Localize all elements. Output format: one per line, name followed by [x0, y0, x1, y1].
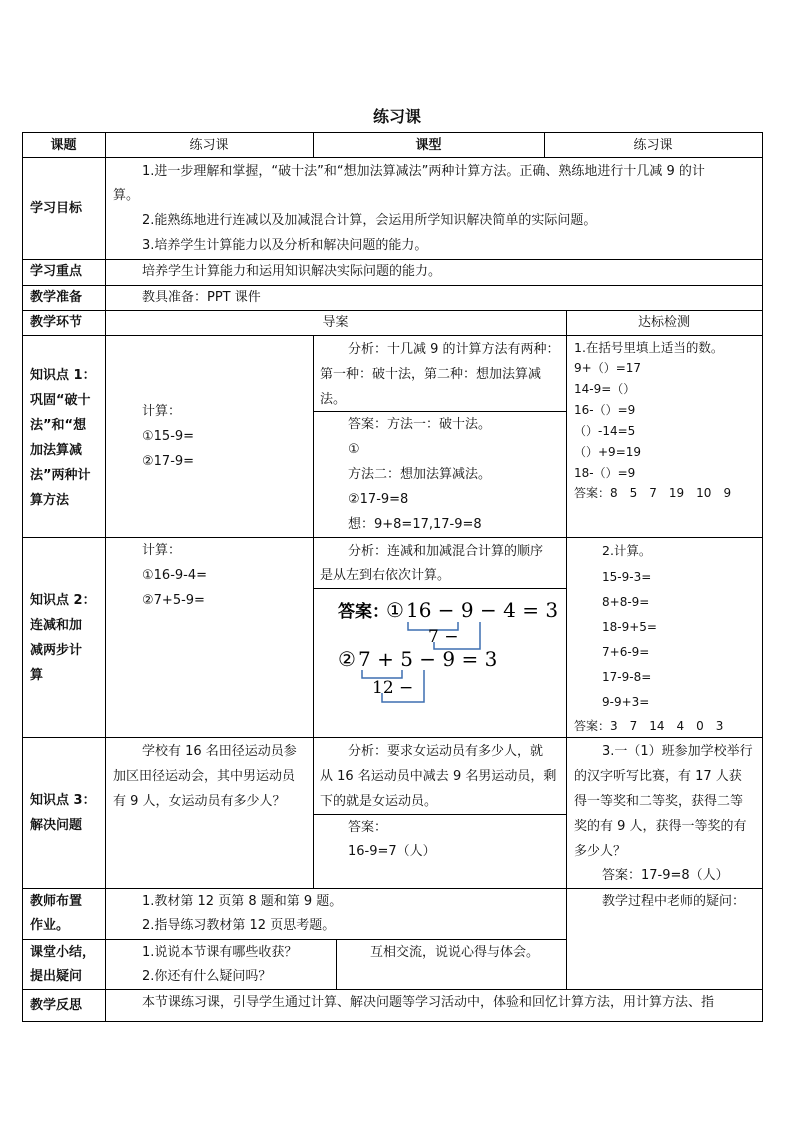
k2-equation-diagram: [330, 592, 560, 708]
k2-answer-label: 答案：: [338, 602, 389, 622]
k2-eq2-number: ②: [338, 647, 356, 671]
k3-problem-2: 加区田径运动会，其中男运动员: [113, 769, 296, 784]
focus-label: 学习重点: [30, 264, 83, 279]
k2-check-6: 9-9+3=: [602, 695, 650, 709]
k1-check-2: 14-9=（）: [574, 382, 636, 396]
k1-calc-1: ①15-9=: [142, 429, 195, 444]
k3-check-2: 的汉字听写比赛，有 17 人获: [574, 769, 742, 784]
k2-check-3: 18-9+5=: [602, 620, 657, 634]
prep-label: 教学准备: [30, 290, 83, 305]
k1-label-4: 加法算减: [30, 443, 83, 458]
k1-check-title: 1.在括号里填上适当的数。: [574, 340, 724, 355]
segment-label: 教学环节: [30, 315, 83, 330]
k2-check-1: 15-9-3=: [602, 570, 652, 584]
header-topic-label: 课题: [50, 138, 77, 153]
homework-label-2: 作业。: [30, 918, 70, 933]
check-header: 达标检测: [637, 315, 690, 330]
k2-check-2: 8+8-9=: [602, 595, 650, 609]
k2-eq1-number: ①: [386, 598, 404, 622]
k1-calc-2: ②17-9=: [142, 454, 195, 469]
focus-text: 培养学生计算能力和运用知识解决实际问题的能力。: [142, 264, 442, 279]
objective-line-3: 3.培养学生计算能力以及分析和解决问题的能力。: [142, 238, 428, 253]
k1-label-1: 知识点 1：: [30, 368, 96, 383]
k3-check-answer: 答案：17-9=8（人）: [602, 868, 729, 883]
k3-check-1: 3.一（1）班参加学校举行: [602, 744, 753, 759]
header-type-value: 练习课: [633, 138, 673, 153]
k2-calc-1: ①16-9-4=: [142, 568, 208, 583]
k1-check-answer: 答案：8 5 7 19 10 9: [574, 486, 732, 500]
summary-label-1: 课堂小结，: [30, 945, 96, 960]
k2-label-3: 减两步计: [30, 643, 83, 658]
k1-answer-3: 方法二：想加法算减法。: [348, 467, 492, 482]
k2-check-5: 17-9-8=: [602, 670, 652, 684]
k1-analysis-1: 分析：十几减 9 的计算方法有两种：: [348, 342, 560, 357]
k2-analysis-1: 分析：连减和加减混合计算的顺序: [348, 544, 544, 559]
k3-answer-label: 答案：: [348, 820, 388, 835]
k1-label-3: 法”和“想: [30, 418, 87, 433]
k3-problem-1: 学校有 16 名田径运动员参: [142, 744, 297, 759]
homework-label-1: 教师布置: [30, 894, 83, 909]
summary-right: 互相交流，说说心得与体会。: [370, 945, 540, 960]
k3-problem-3: 有 9 人，女运动员有多少人？: [113, 794, 286, 809]
summary-item-1: 1.说说本节课有哪些收获？: [142, 945, 298, 960]
page-title: 练习课: [372, 107, 421, 126]
objective-line-2: 2.能熟练地进行连减以及加减混合计算，会运用所学知识解决简单的实际问题。: [142, 213, 597, 228]
k2-check-answer: 答案：3 7 14 4 0 3: [574, 719, 724, 733]
k2-label-2: 连减和加: [30, 618, 83, 633]
k2-label-1: 知识点 2：: [30, 593, 96, 608]
reflection-text: 本节课练习课，引导学生通过计算、解决问题等学习活动中，体验和回忆计算方法，用计算方法、指: [142, 995, 715, 1010]
teacher-questions: 教学过程中老师的疑问：: [602, 894, 746, 909]
k1-analysis-2: 第一种：破十法，第二种：想加法算减: [320, 367, 542, 382]
k2-check-4: 7+6-9=: [602, 645, 650, 659]
prep-text: 教具准备：PPT 课件: [142, 290, 261, 305]
k2-eq2-expr: 7 + 5 − 9 = 3: [358, 647, 498, 671]
k1-check-5: （）+9=19: [574, 445, 642, 459]
k3-check-3: 得一等奖和二等奖，获得二等: [574, 794, 744, 809]
k1-check-1: 9+（）=17: [574, 361, 642, 375]
k1-answer-1: 答案：方法一：破十法。: [348, 417, 492, 432]
k1-answer-5: 想：9+8=17,17-9=8: [348, 517, 482, 532]
k1-analysis-3: 法。: [320, 392, 347, 407]
header-type-label: 课型: [415, 138, 442, 153]
k3-label-1: 知识点 3：: [30, 793, 96, 808]
objective-line-1b: 算。: [113, 188, 140, 203]
reflection-label: 教学反思: [30, 998, 83, 1013]
k2-eq2-sub: 12 −: [372, 678, 414, 698]
k2-eq1-expr: 16 − 9 − 4 = 3: [406, 598, 559, 622]
k3-answer-value: 16-9=7（人）: [348, 844, 436, 859]
k3-check-5: 多少人？: [574, 844, 627, 859]
k3-label-2: 解决问题: [30, 818, 83, 833]
k3-analysis-2: 从 16 名运动员中减去 9 名男运动员，剩: [320, 769, 557, 784]
k3-check-4: 奖的有 9 人，获得一等奖的有: [574, 819, 747, 834]
header-topic-value: 练习课: [189, 138, 229, 153]
guide-header: 导案: [322, 315, 349, 330]
k1-calc-title: 计算：: [142, 404, 182, 419]
k3-analysis-1: 分析：要求女运动员有多少人，就: [348, 744, 544, 759]
k2-check-title: 2.计算。: [602, 543, 652, 558]
objective-line-1a: 1.进一步理解和掌握，“破十法”和“想加法算减法”两种计算方法。正确、熟练地进行十几减 9 的计: [142, 164, 705, 179]
k1-label-2: 巩固“破十: [30, 393, 91, 408]
k1-label-5: 法”两种计: [30, 468, 91, 483]
k3-analysis-3: 下的就是女运动员。: [320, 794, 438, 809]
summary-item-2: 2.你还有什么疑问吗？: [142, 969, 272, 984]
k2-calc-2: ②7+5-9=: [142, 593, 205, 608]
objectives-label: 学习目标: [30, 201, 83, 216]
k1-check-6: 18-（）=9: [574, 466, 636, 480]
homework-item-1: 1.教材第 12 页第 8 题和第 9 题。: [142, 894, 343, 909]
k2-eq2-bracket-1: [362, 670, 402, 678]
k2-label-4: 算: [30, 668, 44, 683]
k1-answer-2: ①: [348, 442, 360, 457]
k1-check-4: （）-14=5: [574, 424, 636, 438]
summary-label-2: 提出疑问: [30, 969, 83, 984]
k2-calc-title: 计算：: [142, 543, 182, 558]
k1-label-6: 算方法: [30, 493, 70, 508]
k1-check-3: 16-（）=9: [574, 403, 636, 417]
homework-item-2: 2.指导练习教材第 12 页思考题。: [142, 918, 336, 933]
k1-answer-4: ②17-9=8: [348, 492, 409, 507]
k2-analysis-2: 是从左到右依次计算。: [320, 568, 451, 583]
k2-eq1-sub: 7 −: [428, 627, 459, 647]
